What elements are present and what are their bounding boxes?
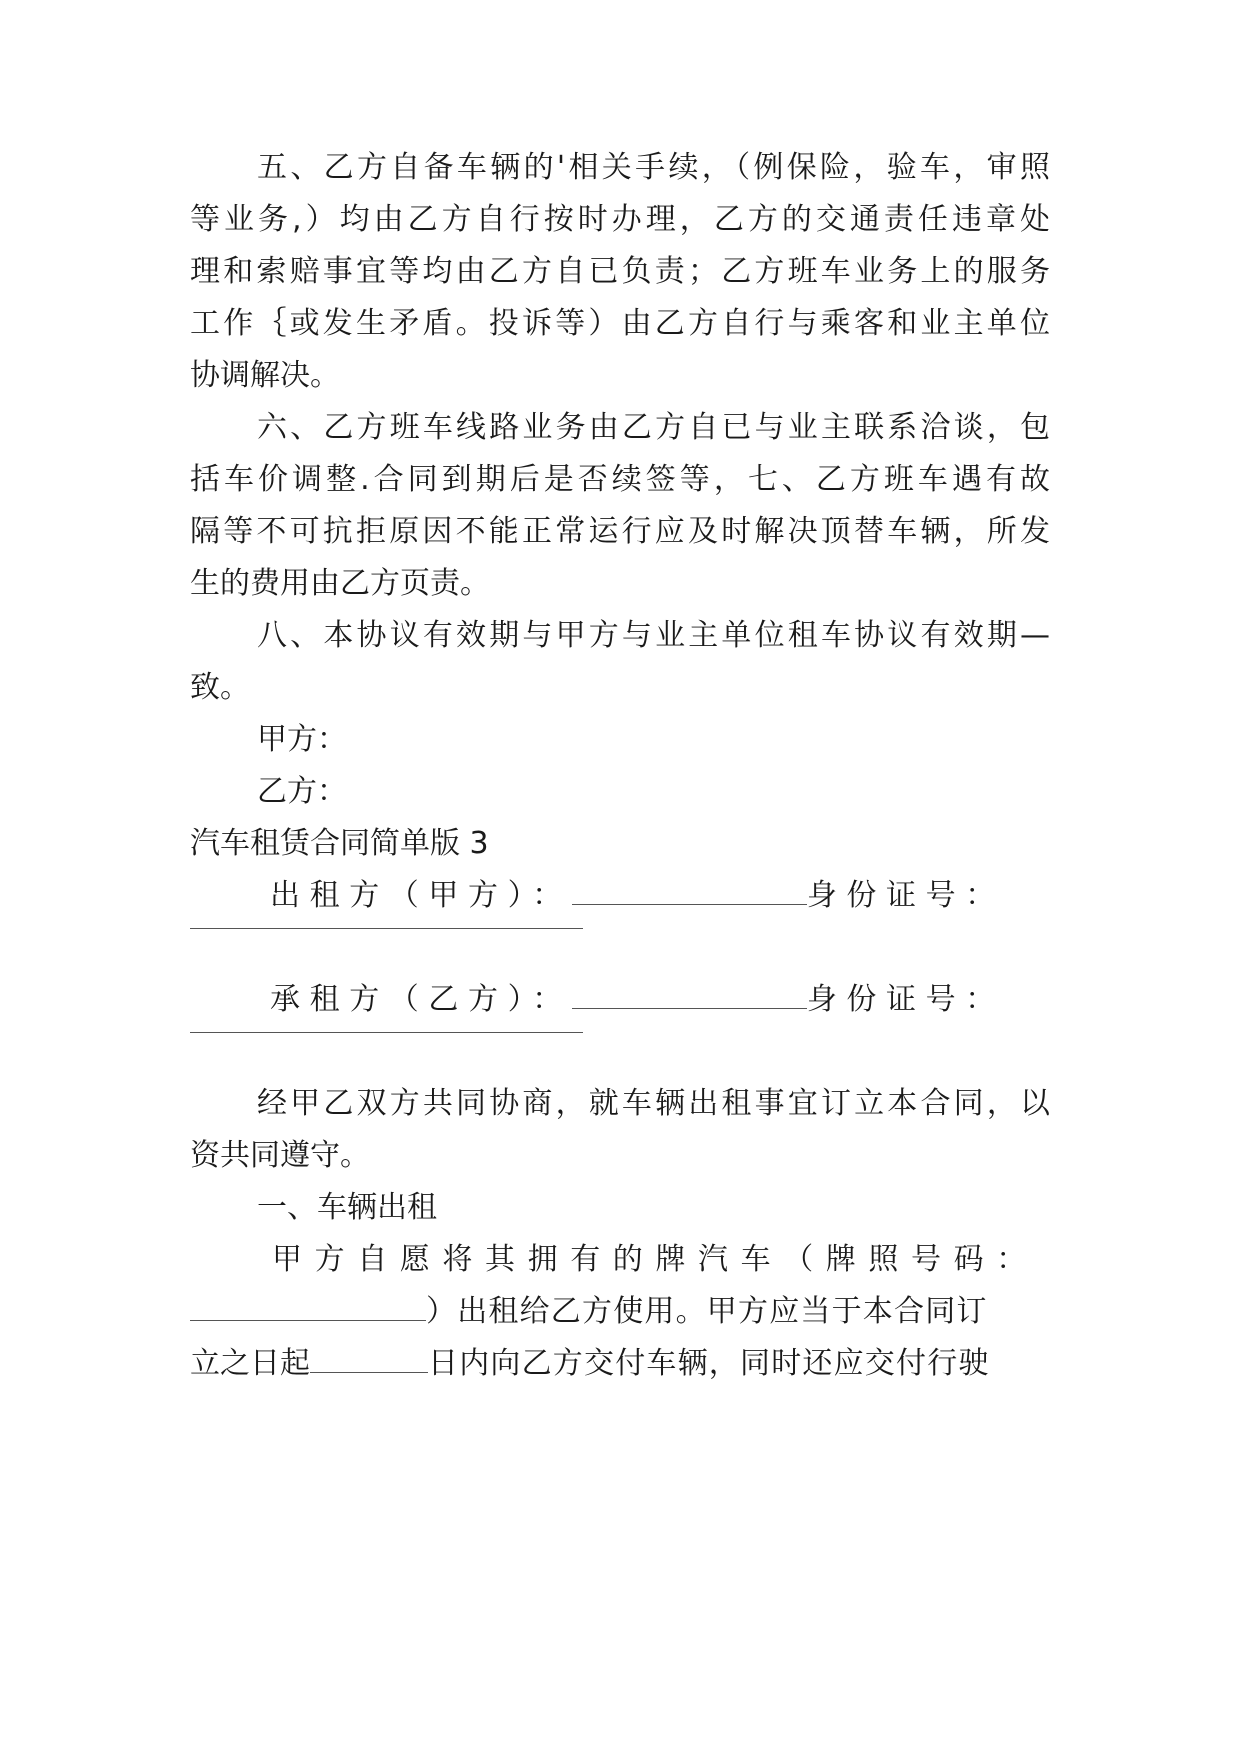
lessor-label: 出租方（甲方）： <box>270 878 572 913</box>
lessee-line <box>270 980 1050 1020</box>
party-b-signature-label: 乙方： <box>257 774 347 809</box>
section-1-line-3 <box>190 1344 1050 1384</box>
paragraph-5-line-2: 等业务,）均由乙方自行按时办理，乙方的交通责任违章处 <box>190 202 1050 237</box>
plate-number-blank[interactable] <box>190 1294 426 1321</box>
section-1-line-1 <box>272 1240 1050 1280</box>
paragraph-6-line-1: 六、乙方班车线路业务由乙方自已与业主联系洽谈，包 <box>257 410 1050 445</box>
lessor-name-blank[interactable] <box>572 878 807 905</box>
paragraph-6-line-3: 隔等不可抗拒原因不能正常运行应及时解决顶替车辆，所发 <box>190 514 1050 549</box>
preamble-line-1: 经甲乙双方共同协商，就车辆出租事宜订立本合同，以 <box>257 1086 1050 1121</box>
lessee-label: 承租方（乙方）： <box>270 982 572 1017</box>
section-1-line-2-text: ）出租给乙方使用。甲方应当于本合同订 <box>426 1294 988 1329</box>
lessee-id-blank[interactable] <box>190 1032 583 1033</box>
lessor-line <box>270 876 1050 916</box>
lessee-id-label: 身份证号： <box>806 982 1005 1017</box>
paragraph-5-line-3: 理和索赔事宜等均由乙方自已负责；乙方班车业务上的服务 <box>190 254 1050 289</box>
section-1-heading: 一、车辆出租 <box>257 1190 437 1225</box>
party-a-signature-label: 甲方： <box>257 722 347 757</box>
paragraph-6-line-4: 生的费用由乙方页责。 <box>190 566 490 601</box>
section-1-line-3-prefix: 立之日起 <box>190 1346 310 1381</box>
paragraph-5-line-1: 五、乙方自备车辆的'相关手续，（例保险，验车，审照 <box>257 150 1050 185</box>
contract-title: 汽车租赁合同简单版 3 <box>190 826 489 861</box>
delivery-days-blank[interactable] <box>310 1346 428 1373</box>
paragraph-6-line-2: 括车价调整.合同到期后是否续签等，七、乙方班车遇有故 <box>190 462 1050 497</box>
paragraph-5-line-5: 协调解决。 <box>190 358 340 393</box>
section-1-line-1-text: 甲方自愿将其拥有的牌汽车（牌照号码： <box>272 1242 1039 1277</box>
section-1-line-2 <box>190 1292 1050 1332</box>
section-1-line-3-text: 日内向乙方交付车辆，同时还应交付行驶 <box>428 1346 990 1381</box>
lessor-id-blank[interactable] <box>190 928 583 929</box>
lessor-id-label: 身份证号： <box>806 878 1005 913</box>
paragraph-5-line-4: 工作｛或发生矛盾。投诉等）由乙方自行与乘客和业主单位 <box>190 306 1050 341</box>
paragraph-8-line-2: 致。 <box>190 670 250 705</box>
paragraph-8-line-1: 八、本协议有效期与甲方与业主单位租车协议有效期— <box>257 618 1050 653</box>
preamble-line-2: 资共同遵守。 <box>190 1138 370 1173</box>
lessee-name-blank[interactable] <box>572 982 807 1009</box>
